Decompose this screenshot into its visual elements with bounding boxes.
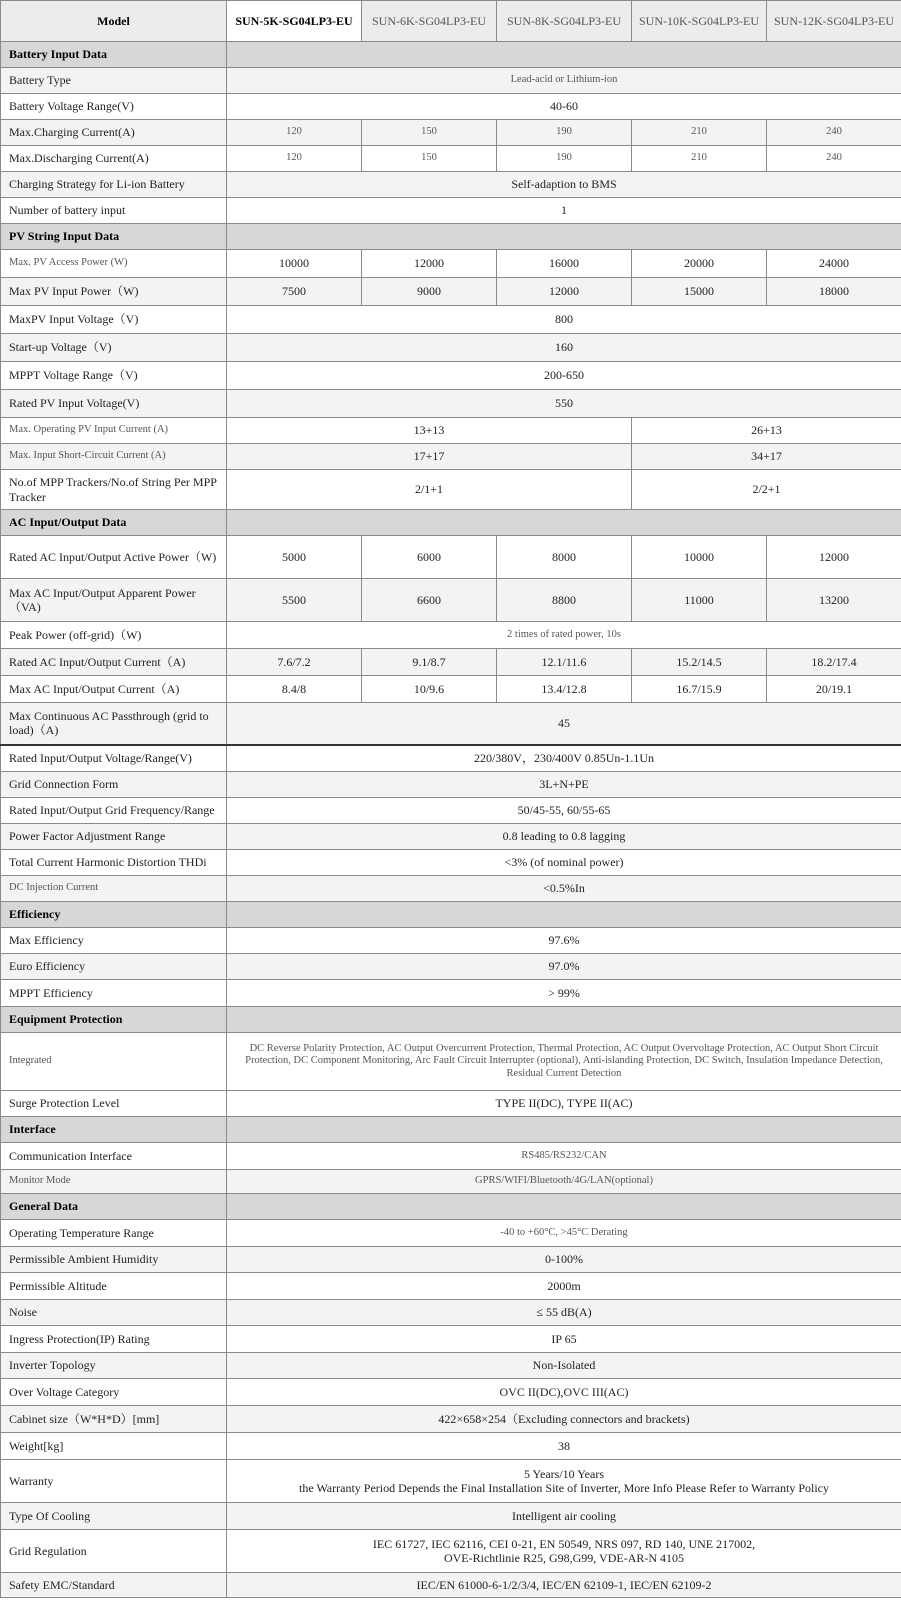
spec-row: [1, 876, 901, 902]
spec-label: Inverter Topology: [1, 1353, 227, 1379]
spec-row: [1, 198, 901, 224]
spec-row: [1, 390, 901, 418]
spec-label: Surge Protection Level: [1, 1091, 227, 1117]
spec-row: [1, 120, 901, 146]
spec-row: [1, 362, 901, 390]
spec-label: Max.Discharging Current(A): [1, 146, 227, 172]
spec-row: [1, 798, 901, 824]
spec-value: 12000: [362, 250, 497, 278]
spec-value: 550: [227, 390, 901, 418]
spec-label: Cabinet size（W*H*D）[mm]: [1, 1406, 227, 1433]
spec-value: 220/380V，230/400V 0.85Un-1.1Un: [227, 745, 901, 772]
spec-value: 20000: [632, 250, 767, 278]
spec-label: Noise: [1, 1300, 227, 1326]
spec-label: Max. PV Access Power (W): [1, 250, 227, 278]
spec-row: [1, 1573, 901, 1598]
spec-label: DC Injection Current: [1, 876, 227, 902]
spec-value: 40-60: [227, 94, 901, 120]
spec-label: Max AC Input/Output Apparent Power（VA): [1, 579, 227, 622]
spec-value: 7500: [227, 278, 362, 306]
spec-value: 422×658×254（Excluding connectors and brackets): [227, 1406, 901, 1433]
spec-value: Intelligent air cooling: [227, 1503, 901, 1530]
spec-row: [1, 954, 901, 980]
section-header-row: [1, 224, 901, 250]
spec-value: 11000: [632, 579, 767, 622]
spec-label: Operating Temperature Range: [1, 1220, 227, 1247]
spec-label: Safety EMC/Standard: [1, 1573, 227, 1598]
spec-row: [1, 649, 901, 676]
spec-row: [1, 980, 901, 1007]
spec-label: Start-up Voltage（V): [1, 334, 227, 362]
spec-label: Warranty: [1, 1460, 227, 1503]
spec-row: [1, 278, 901, 306]
spec-label: Battery Type: [1, 68, 227, 94]
spec-value: 0-100%: [227, 1247, 901, 1273]
spec-value: IP 65: [227, 1326, 901, 1353]
spec-label: Over Voltage Category: [1, 1379, 227, 1406]
spec-value: 18000: [767, 278, 901, 306]
spec-value: 10/9.6: [362, 676, 497, 703]
spec-value: > 99%: [227, 980, 901, 1007]
spec-value: 38: [227, 1433, 901, 1460]
spec-row: [1, 1379, 901, 1406]
spec-row: [1, 68, 901, 94]
spec-label: Rated AC Input/Output Active Power（W): [1, 536, 227, 579]
spec-value: 45: [227, 703, 901, 745]
section-header-row: [1, 1194, 901, 1220]
spec-value: 97.0%: [227, 954, 901, 980]
spec-value: 120: [227, 120, 362, 146]
spec-row: [1, 1143, 901, 1170]
spec-value: 800: [227, 306, 901, 334]
spec-label: MPPT Efficiency: [1, 980, 227, 1007]
spec-label: Max. Operating PV Input Current (A): [1, 418, 227, 444]
spec-value: 15000: [632, 278, 767, 306]
section-header-row: [1, 902, 901, 928]
model-column-5k[interactable]: SUN-5K-SG04LP3-EU: [227, 1, 362, 42]
spec-value: 6000: [362, 536, 497, 579]
spec-value: RS485/RS232/CAN: [227, 1143, 901, 1170]
spec-row: [1, 1033, 901, 1091]
section-header-fill: [227, 224, 901, 250]
spec-label: Power Factor Adjustment Range: [1, 824, 227, 850]
spec-row: [1, 703, 901, 745]
model-header-row: [1, 1, 901, 42]
spec-row: [1, 622, 901, 649]
spec-value: 3L+N+PE: [227, 772, 901, 798]
section-header-fill: [227, 1117, 901, 1143]
spec-row: [1, 418, 901, 444]
section-header-row: [1, 510, 901, 536]
spec-value: 16000: [497, 250, 632, 278]
spec-value: 190: [497, 146, 632, 172]
spec-row: [1, 306, 901, 334]
spec-value: 2/1+1: [227, 470, 632, 510]
section-header-fill: [227, 1194, 901, 1220]
spec-label: Rated Input/Output Voltage/Range(V): [1, 745, 227, 772]
spec-row: [1, 1406, 901, 1433]
spec-row: [1, 1273, 901, 1300]
spec-value: 120: [227, 146, 362, 172]
spec-value: OVC II(DC),OVC III(AC): [227, 1379, 901, 1406]
spec-row: [1, 470, 901, 510]
spec-value: Self-adaption to BMS: [227, 172, 901, 198]
spec-value: 210: [632, 146, 767, 172]
spec-value: 17+17: [227, 444, 632, 470]
spec-row: [1, 676, 901, 703]
spec-row: [1, 850, 901, 876]
spec-value: Lead-acid or Lithium-ion: [227, 68, 901, 94]
spec-value: IEC 61727, IEC 62116, CEI 0-21, EN 50549, NRS 097, RD 140, UNE 217002, OVE-Richtlinie R25, G98,G99, VDE-AR-N 4105: [227, 1530, 901, 1573]
spec-value: ≤ 55 dB(A): [227, 1300, 901, 1326]
section-title: PV String Input Data: [1, 224, 227, 250]
spec-value: 13+13: [227, 418, 632, 444]
spec-label: Charging Strategy for Li-ion Battery: [1, 172, 227, 198]
section-title: Battery Input Data: [1, 42, 227, 68]
spec-label: Max Efficiency: [1, 928, 227, 954]
spec-row: [1, 1530, 901, 1573]
spec-label: Max.Charging Current(A): [1, 120, 227, 146]
spec-label: Battery Voltage Range(V): [1, 94, 227, 120]
spec-row: [1, 146, 901, 172]
spec-value: 2/2+1: [632, 470, 901, 510]
spec-label: Max. Input Short-Circuit Current (A): [1, 444, 227, 470]
spec-row: [1, 1353, 901, 1379]
spec-label: No.of MPP Trackers/No.of String Per MPP Tracker: [1, 470, 227, 510]
spec-value: DC Reverse Polarity Protection, AC Output Overcurrent Protection, Thermal Protection, AC Output Overvoltage Protection, AC Output Short Circuit Protection, DC Component Monitoring, Arc Fault Circuit Interrupter (optional), Anti-islanding Protection, DC Switch, Insulation Impedance Detection, Residual Current Detection: [227, 1033, 901, 1091]
spec-label: Peak Power (off-grid)（W): [1, 622, 227, 649]
spec-label: Permissible Altitude: [1, 1273, 227, 1300]
spec-row: [1, 1091, 901, 1117]
spec-row: [1, 1326, 901, 1353]
spec-label: Integrated: [1, 1033, 227, 1091]
section-header-fill: [227, 510, 901, 536]
spec-value: <3% (of nominal power): [227, 850, 901, 876]
spec-row: [1, 1503, 901, 1530]
spec-value: -40 to +60°C, >45°C Derating: [227, 1220, 901, 1247]
spec-value: 200-650: [227, 362, 901, 390]
spec-row: [1, 1220, 901, 1247]
model-column-10k[interactable]: SUN-10K-SG04LP3-EU: [632, 1, 767, 42]
spec-value: 2000m: [227, 1273, 901, 1300]
spec-value: GPRS/WIFI/Bluetooth/4G/LAN(optional): [227, 1170, 901, 1194]
spec-label: Number of battery input: [1, 198, 227, 224]
spec-value: 150: [362, 120, 497, 146]
spec-value: 20/19.1: [767, 676, 901, 703]
spec-value: 160: [227, 334, 901, 362]
section-title: AC Input/Output Data: [1, 510, 227, 536]
spec-value: 9.1/8.7: [362, 649, 497, 676]
spec-label: Rated Input/Output Grid Frequency/Range: [1, 798, 227, 824]
spec-label: Rated AC Input/Output Current（A): [1, 649, 227, 676]
spec-row: [1, 334, 901, 362]
spec-value: 6600: [362, 579, 497, 622]
spec-value: 12000: [497, 278, 632, 306]
spec-value: 5000: [227, 536, 362, 579]
spec-value: 240: [767, 120, 901, 146]
spec-row: [1, 824, 901, 850]
spec-value: 2 times of rated power, 10s: [227, 622, 901, 649]
spec-value: 8.4/8: [227, 676, 362, 703]
spec-label: Max Continuous AC Passthrough (grid to load)（A): [1, 703, 227, 745]
spec-value: 1: [227, 198, 901, 224]
spec-row: [1, 536, 901, 579]
section-header-fill: [227, 42, 901, 68]
spec-value: 5500: [227, 579, 362, 622]
model-column-8k[interactable]: SUN-8K-SG04LP3-EU: [497, 1, 632, 42]
spec-row: [1, 94, 901, 120]
spec-value: 13200: [767, 579, 901, 622]
spec-label: Euro Efficiency: [1, 954, 227, 980]
spec-row: [1, 579, 901, 622]
spec-value: 210: [632, 120, 767, 146]
spec-value: 5 Years/10 Years the Warranty Period Depends the Final Installation Site of Inverter, More Info Please Refer to Warranty Policy: [227, 1460, 901, 1503]
section-header-row: [1, 1117, 901, 1143]
spec-value: 13.4/12.8: [497, 676, 632, 703]
spec-value: 8800: [497, 579, 632, 622]
model-column-6k[interactable]: SUN-6K-SG04LP3-EU: [362, 1, 497, 42]
section-title: General Data: [1, 1194, 227, 1220]
spec-value: 8000: [497, 536, 632, 579]
spec-value: 50/45-55, 60/55-65: [227, 798, 901, 824]
spec-label: Monitor Mode: [1, 1170, 227, 1194]
spec-value: 18.2/17.4: [767, 649, 901, 676]
spec-label: MPPT Voltage Range（V): [1, 362, 227, 390]
spec-label: Type Of Cooling: [1, 1503, 227, 1530]
spec-row: [1, 1300, 901, 1326]
spec-value: 190: [497, 120, 632, 146]
spec-label: Ingress Protection(IP) Rating: [1, 1326, 227, 1353]
section-header-fill: [227, 1007, 901, 1033]
spec-row: [1, 172, 901, 198]
section-title: Equipment Protection: [1, 1007, 227, 1033]
section-title: Efficiency: [1, 902, 227, 928]
spec-value: 7.6/7.2: [227, 649, 362, 676]
spec-value: 10000: [632, 536, 767, 579]
spec-value: 12000: [767, 536, 901, 579]
spec-value: 97.6%: [227, 928, 901, 954]
spec-row: [1, 444, 901, 470]
spec-row: [1, 250, 901, 278]
spec-row: [1, 1170, 901, 1194]
spec-row: [1, 928, 901, 954]
spec-value: 24000: [767, 250, 901, 278]
spec-value: 15.2/14.5: [632, 649, 767, 676]
spec-label: Max AC Input/Output Current（A): [1, 676, 227, 703]
spec-value: 34+17: [632, 444, 901, 470]
spec-value: 0.8 leading to 0.8 lagging: [227, 824, 901, 850]
spec-row: [1, 1247, 901, 1273]
spec-label: Max PV Input Power（W): [1, 278, 227, 306]
section-title: Interface: [1, 1117, 227, 1143]
spec-label: Communication Interface: [1, 1143, 227, 1170]
spec-value: Non-Isolated: [227, 1353, 901, 1379]
spec-label: MaxPV Input Voltage（V): [1, 306, 227, 334]
spec-value: <0.5%In: [227, 876, 901, 902]
spec-label: Permissible Ambient Humidity: [1, 1247, 227, 1273]
spec-value: 16.7/15.9: [632, 676, 767, 703]
section-header-fill: [227, 902, 901, 928]
spec-label: Total Current Harmonic Distortion THDi: [1, 850, 227, 876]
spec-label: Grid Regulation: [1, 1530, 227, 1573]
spec-label: Weight[kg]: [1, 1433, 227, 1460]
spec-value: IEC/EN 61000-6-1/2/3/4, IEC/EN 62109-1, IEC/EN 62109-2: [227, 1573, 901, 1598]
spec-value: 12.1/11.6: [497, 649, 632, 676]
spec-value: 26+13: [632, 418, 901, 444]
spec-row: [1, 772, 901, 798]
spec-row: [1, 1460, 901, 1503]
spec-value: TYPE II(DC), TYPE II(AC): [227, 1091, 901, 1117]
model-header-label: Model: [1, 1, 227, 42]
model-column-12k[interactable]: SUN-12K-SG04LP3-EU: [767, 1, 901, 42]
spec-value: 150: [362, 146, 497, 172]
spec-label: Rated PV Input Voltage(V): [1, 390, 227, 418]
spec-value: 10000: [227, 250, 362, 278]
spec-row: [1, 1433, 901, 1460]
spec-label: Grid Connection Form: [1, 772, 227, 798]
spec-value: 240: [767, 146, 901, 172]
spec-row: [1, 745, 901, 772]
section-header-row: [1, 42, 901, 68]
section-header-row: [1, 1007, 901, 1033]
spec-value: 9000: [362, 278, 497, 306]
